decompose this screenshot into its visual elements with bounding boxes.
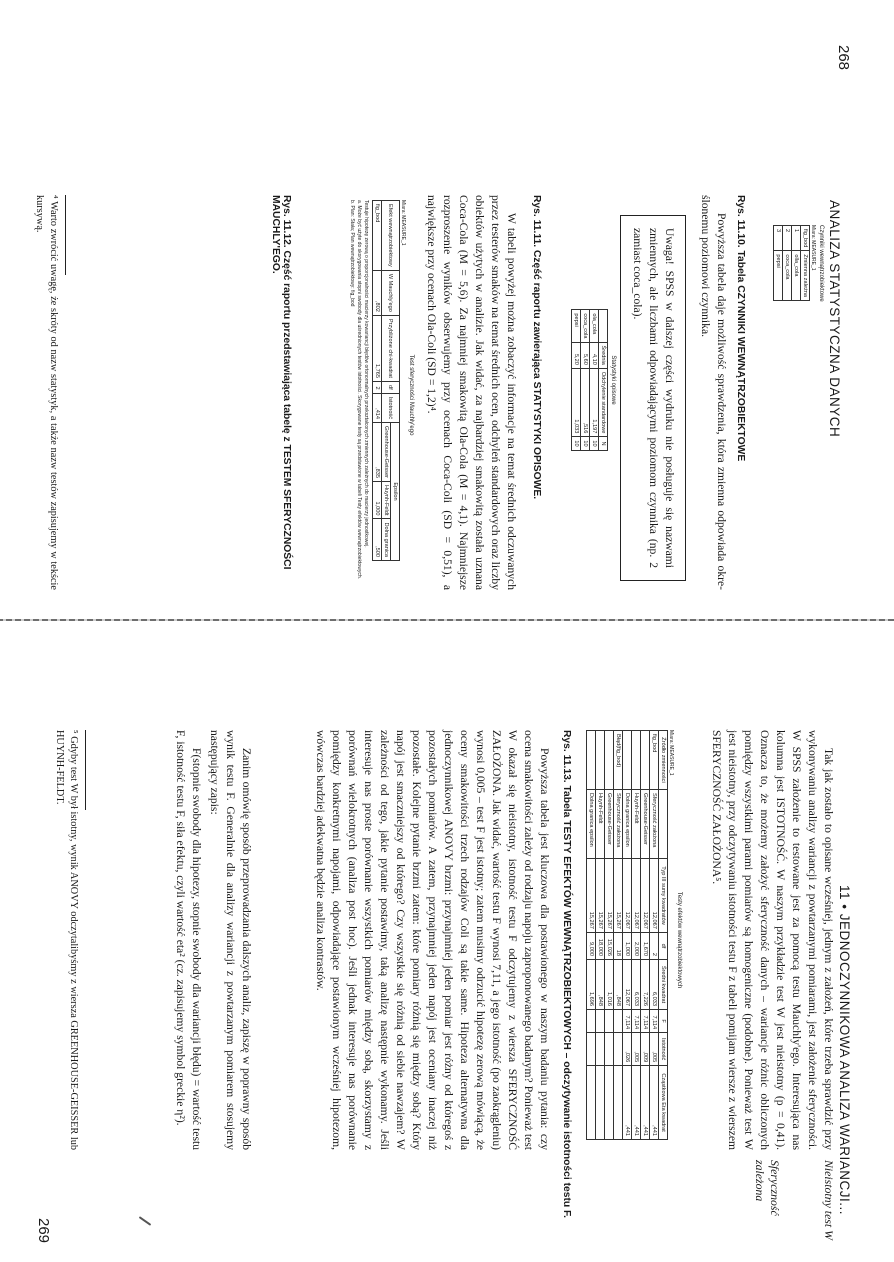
table-cell: 1,670 [641, 932, 650, 959]
mauchly-table [372, 200, 400, 561]
table-header [659, 790, 668, 859]
table-cell: 15,267 [605, 859, 614, 933]
table-cell: Huynh-Feldt [596, 790, 605, 859]
table-row [373, 201, 382, 561]
table-cell: Sferyczność założona [650, 790, 659, 859]
footnote-rule [65, 195, 66, 275]
table-cell: 2 [650, 932, 659, 959]
paragraph: Tak jak zostało to opisane wcześniej, jednym z założeń, które trzeba sprawdzić przy wykonywaniu analizy wariancji z powtarzanymi pomiarami, jest założenie sferyczności. W SPSS założenie to testowane jest za pomocą testu Mauchly'ego. Interesująca nas kolumna jest ISTOTNOŚĆ. W naszym przykładzie test W jest nieistotny (p = 0,41). Oznacza to, że możemy założyć sferyczność danych – wariancje różnic obliczonych pomiędzy wszystkimi parami pomiarów są homogeniczne (podobne). Ponieważ test W jest nieistotny, przy odczytywaniu istotności testu F z tabeli pomijam wiersze z wierszem SFERYCZNOŚĆ ZAŁOŻONA⁵. [710, 730, 835, 1150]
note-box: Uwaga! SPSS w dalszej części wydruku nie posługuje się nazwami zmiennych, ale liczbami odpowiadającymi poziomom czynnika (np. 2 zamiast coca_cola). [620, 215, 686, 581]
table-cell: ,414 [373, 393, 382, 422]
table-cell: ,441 [632, 1066, 641, 1140]
table-row [650, 731, 659, 1140]
table-row [605, 731, 614, 1140]
table-cell: 10 [581, 437, 590, 450]
table-cell: pepsi [774, 251, 783, 301]
table-row [614, 731, 623, 1140]
figure-11-12 [348, 200, 414, 590]
table-cell [596, 731, 605, 790]
table-cell [605, 1066, 614, 1140]
table-cell: ola_cola [590, 310, 599, 342]
table-header: Greenhouse-Geisser [382, 423, 391, 482]
table-note: Testuje hipotezę zerową o proporcjonalności macierzy kowariancji błędów ortonormalnych przekształconych zmiennych zależnych do macierzy jednostkowej. [363, 200, 369, 548]
table-cell: 3 [774, 226, 783, 251]
paragraph: Zanim omówię sposób przeprowadzania dalszych analiz, zapiszę w poprawny sposób wynik testu F. Generalnie dla analizy wariancji z powtarzanym pomiarem stosujemy następujący zapis: [208, 730, 253, 1150]
right-page [0, 620, 894, 1262]
footnote: ⁴ Warto zwrócić uwagę, że skróty od nazw statystyk, a także nazw testów zapisujemy w tekście kursywą. [34, 195, 59, 590]
page-number: 269 [35, 1218, 52, 1244]
figure-caption: Rys. 11.12. Część raportu przedstawiająca tabelę z TESTEM SFERYCZNOŚCI MAUCHLY'EGO. [270, 195, 292, 570]
table-cell: 1,000 [373, 481, 382, 518]
table-title: Statystyki opisowe [610, 355, 616, 405]
paragraph: Powyższa tabela daje możliwość sprawdzenia, która zmienna odpowiada okre-ślonemu poziomowi czynnika. [699, 195, 728, 590]
table-header: N [599, 437, 608, 450]
figure-11-11 [571, 260, 616, 500]
table-cell: Huynh-Feldt [632, 790, 641, 859]
table-cell: 1,000 [623, 932, 632, 959]
table-header: df [659, 932, 668, 959]
table-cell: 18 [614, 932, 623, 959]
paragraph: Powyższa tabela jest kluczowa dla postawionego w naszym badaniu pytania: czy ocena smakowitości zależy od rodzaju napoju zaproponowanego badanym? Ponieważ test W okazał się nieistotny, istotność testu F odczytujemy z wiersza SFERYCZNOŚĆ ZAŁOŻONA. Jak widać, wartość testu F wynosi 7,11, a jego istotność (po zaokrągleniu) wynosi 0,005 – test F jest istotny; zatem musimy odrzucić hipotezę zerową mówiącą, że oceny smakowitości trzech rodzajów Coli są takie same. Hipoteza alternatywna dla jednoczynnikowej ANOVY brzmi: przynajmniej jeden pomiar jest różny od któregoś z pozostałych pomiarów. A zatem, przynajmniej jeden napój jest oceniany inaczej niż pozostałe. Kolejne pytanie brzmi zatem: które pomiary różnią się między sobą? Który napój jest smaczniejszy od którego? Czy wszystkie się różnią od siebie nawzajem? W zależności od tego, jakie pytanie postawimy, taką analizę następnie wykonamy. Jeśli interesuje nas proste porównanie wszystkich pomiarów między sobą, skorzystamy z porównań wielokrotnych (analiza post hoc). Jeśli jednak interesuje nas porównanie pomiędzy konkretnymi napojami, odpowiadające postawionym wcześniej hipotezom, wówczas bardziej adekwatna będzie analiza kontrastów. [314, 730, 551, 1150]
measure-label: Miara: MEASURE_1 [810, 225, 816, 271]
table-header: Źródło zmienności [659, 731, 668, 790]
running-head: 11 • JEDNOCZYNNIKOWA ANALIZA WARIANCJI... [837, 885, 852, 1216]
table-row [587, 731, 596, 1140]
table-row [783, 226, 792, 301]
table-cell [596, 1066, 605, 1140]
table-cell [605, 1033, 614, 1066]
table-cell: Dolna granica epsilon [623, 790, 632, 859]
table-row [774, 226, 783, 301]
table-note: b. Plan: Stała; Plan wewnątrzobiektowy: fig_bod [349, 200, 355, 307]
footnote: ⁵ Gdyby test W był istotny, wynik ANOVY odczytalibyśmy z wiersza GREENHOUSE-GEISSER lub HUYNH-FELDT. [54, 730, 79, 1150]
table-row [792, 226, 801, 301]
table-cell: olla_cola [792, 251, 801, 301]
paragraph: W tabeli powyżej można zobaczyć informacje na temat średnich odczuwanych przez testerów smaków na temat średnich ocen, odchyleń standardowych oraz liczby obiektów użytych w analizie. Jak widać, za najbardziej smakowitą została uznana Coca-Cola (M = 5,6). Za najmniej smakowitą Ola-Cola (M = 4,1). Najmniejsze rozproszenie wyników obserwujemy przy ocenach Coca-Coli (SD = 0,51), a największe przy ocenach Ola-Coli (SD = 1,2)⁴. [425, 195, 518, 590]
table-cell: 15,267 [614, 859, 623, 933]
table-cell [605, 1009, 614, 1032]
table-cell: fig_bod [650, 731, 659, 790]
table-cell: 12,067 [623, 859, 632, 933]
margin-note: Nieistotny test W [822, 1160, 836, 1240]
table-cell [632, 731, 641, 790]
table-cell: Błąd(fig_bod) [614, 731, 623, 790]
table-row [632, 731, 641, 1140]
table-header: Huynh-Feldt [382, 481, 391, 518]
table-cell: 10 [572, 437, 581, 450]
table-cell: 1 [792, 226, 801, 251]
table-cell: Sferyczność założona [614, 790, 623, 859]
table-cell [587, 1009, 596, 1032]
table-row [596, 731, 605, 1140]
table-cell: 1,016 [605, 960, 614, 1010]
table-cell [587, 1066, 596, 1140]
table-header: Średni kwadrat [659, 960, 668, 1010]
table-cell: 1,696 [587, 960, 596, 1010]
table-cell: 7,114 [623, 1009, 632, 1032]
table-cell [605, 731, 614, 790]
table-header: Istotność [659, 1033, 668, 1066]
table-cell: ,848 [614, 960, 623, 1010]
table-cell: 1,765 [373, 315, 382, 381]
table-cell: ,441 [650, 1066, 659, 1140]
table-cell [596, 1033, 605, 1066]
table-title: Czynniki wewnątrzobiektowe [818, 225, 824, 302]
table-cell: ,500 [373, 519, 382, 561]
table-cell: ,005 [650, 1033, 659, 1066]
table-header [599, 310, 608, 342]
table-header: fig_bod [801, 226, 810, 251]
table-cell: 2 [783, 226, 792, 251]
measure-label: Miara: MEASURE_1 [668, 730, 674, 776]
table-cell: 9,000 [587, 932, 596, 959]
table-cell: Greenhouse-Geisser [605, 790, 614, 859]
table-header: Epsilon [391, 423, 400, 561]
table-header: Dolna granica [382, 519, 391, 561]
table-title: Testy efektów wewnątrzobiektowych [676, 891, 682, 989]
table-cell: ,441 [641, 1066, 650, 1140]
table-header: Odchylenie standardowe [599, 368, 608, 437]
table-cell [614, 1066, 623, 1140]
table-header: Średnia [599, 342, 608, 368]
within-subjects-effects-table [586, 730, 668, 1140]
paragraph: F(stopnie swobody dla hipotezy, stopnie swobody dla wariancji błędu) = wartość testu F, istotność testu F, siła efektu, czyli wartość eta² (cz. zapisujemy symbol greckie η²). [174, 730, 203, 1150]
table-header: Cząstkowa Eta kwadrat [659, 1066, 668, 1140]
table-cell [596, 1009, 605, 1032]
table-cell: 5,20 [572, 342, 581, 368]
table-cell: ,441 [623, 1066, 632, 1140]
table-cell [587, 731, 596, 790]
table-cell: 18,000 [596, 932, 605, 959]
figure-caption: Rys. 11.10. Tabela CZYNNIKI WEWNĄTRZOBIEKTOWE [735, 195, 746, 462]
left-page [0, 0, 894, 620]
table-cell: 7,226 [641, 960, 650, 1010]
table-cell: coca_cola [581, 310, 590, 342]
table-row [623, 731, 632, 1140]
descriptive-stats-table [571, 309, 608, 450]
table-cell: 2,000 [632, 932, 641, 959]
table-cell: 6,033 [650, 960, 659, 1010]
table-cell: 12,067 [641, 859, 650, 933]
measure-label: Miara: MEASURE_1 [400, 200, 406, 246]
table-cell: Greenhouse-Geisser [641, 790, 650, 859]
table-cell: ,835 [373, 423, 382, 482]
table-header: Zmienna zależna [801, 251, 810, 301]
table-cell: 4,10 [590, 342, 599, 368]
table-row [581, 310, 590, 450]
figure-11-13 [586, 730, 682, 1150]
table-cell: 1,033 [572, 368, 581, 437]
table-cell: 15,267 [596, 859, 605, 933]
table-header: Typ III sumy kwadratów [659, 859, 668, 933]
table-cell: ,848 [596, 960, 605, 1010]
table-cell: Dolna granica epsilon [587, 790, 596, 859]
table-cell: 2 [373, 381, 382, 393]
table-cell [614, 1009, 623, 1032]
table-cell: 12,067 [632, 859, 641, 933]
figure-caption: Rys. 11.11. Część raportu zawierająca STATYSTYKI OPISOWE. [531, 195, 542, 500]
table-cell: fig_bod [373, 201, 382, 271]
table-cell: 15,026 [605, 932, 614, 959]
table-cell: 12,067 [650, 859, 659, 933]
table-cell: 1,197 [590, 368, 599, 437]
footnote-rule [85, 730, 86, 810]
table-header: F [659, 1009, 668, 1032]
table-header: Przybliżone chi-kwadrat [382, 315, 400, 381]
figure-11-10 [773, 225, 824, 385]
table-row [641, 731, 650, 1140]
table-row [590, 310, 599, 450]
table-cell [614, 1033, 623, 1066]
table-note: a. Może być użyte do skorygowania stopni swobody dla uśrednionych testów istotności. Skorygowane testy są przedstawione w tabeli Testy efektów wewnątrzobiektowych. [356, 200, 362, 579]
table-cell: ,516 [581, 368, 590, 437]
table-cell: 10 [590, 437, 599, 450]
table-cell: ,005 [632, 1033, 641, 1066]
table-cell: 12,067 [623, 960, 632, 1010]
table-cell [587, 1033, 596, 1066]
table-cell: ,802 [373, 270, 382, 315]
table-row [572, 310, 581, 450]
table-cell: coca_cola [783, 251, 792, 301]
running-head: ANALIZA STATYSTYCZNA DANYCH [827, 200, 842, 438]
table-cell: 5,60 [581, 342, 590, 368]
table-cell: ,026 [623, 1033, 632, 1066]
pen-mark [139, 1216, 152, 1226]
table-cell: 15,267 [587, 859, 596, 933]
table-title: Test sferyczności Mauchly'ego [408, 354, 414, 436]
factors-table [773, 225, 810, 301]
margin-note: Sferyczność zależona [753, 1160, 782, 1216]
table-cell [641, 731, 650, 790]
table-cell: ,009 [641, 1033, 650, 1066]
table-cell: 6,033 [632, 960, 641, 1010]
table-header: Istotność [382, 393, 400, 422]
page-number: 268 [835, 45, 852, 71]
table-cell: 7,114 [632, 1009, 641, 1032]
table-cell [623, 731, 632, 790]
table-header: Efekt wewnątrzobiektowy [382, 201, 400, 271]
figure-caption: Rys. 11.13. Tabela TESTY EFEKTÓW WEWNĄTRZOBIEKTOWYCH – odczytywanie istotności testu F. [561, 730, 572, 1219]
table-cell: 7,114 [641, 1009, 650, 1032]
table-cell: 7,114 [650, 1009, 659, 1032]
table-header: W Mauchly'ego [382, 270, 400, 315]
table-header: df [382, 381, 400, 393]
table-cell: pepsi [572, 310, 581, 342]
